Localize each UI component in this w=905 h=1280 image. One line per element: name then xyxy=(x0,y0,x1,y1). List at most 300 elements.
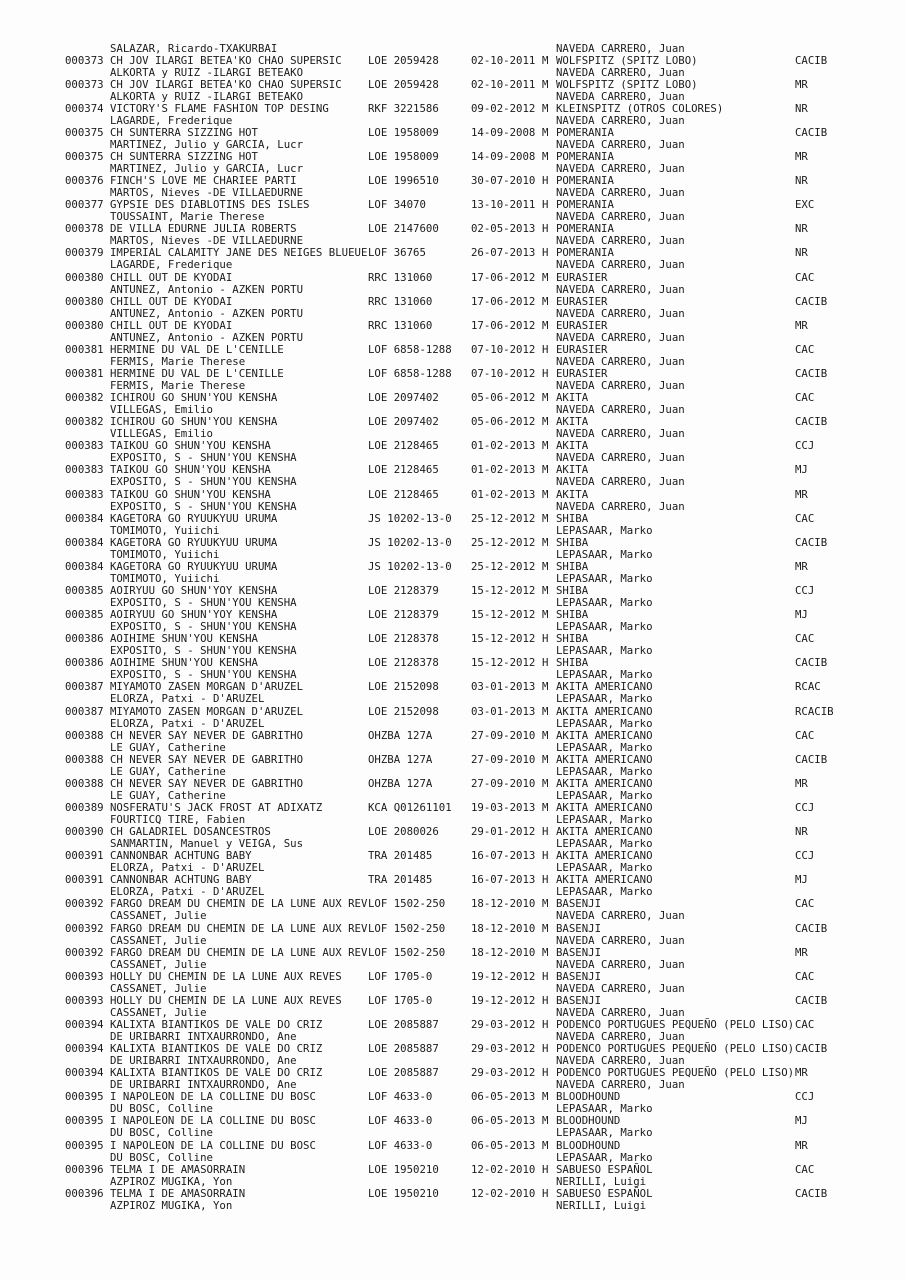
sex: M xyxy=(542,415,549,429)
entry-number: 000392 xyxy=(65,897,104,911)
entry-number: 000385 xyxy=(65,608,104,622)
breed-name: SABUESO ESPAÑOL xyxy=(556,1162,653,1176)
judge-name: LEPASAAR, Marko xyxy=(556,764,653,778)
sex: M xyxy=(542,897,549,911)
breed-name: EURASIER xyxy=(556,342,608,356)
entry-number: 000382 xyxy=(65,415,104,429)
owner-name: DU BOSC, Colline xyxy=(110,1150,213,1164)
owner-name: VILLEGAS, Emilio xyxy=(110,403,213,417)
award: MJ xyxy=(795,608,808,622)
sex: H xyxy=(542,969,549,983)
breed-name: AKITA xyxy=(556,391,589,405)
registration-number: LOE 2128465 xyxy=(368,439,439,453)
entry-number: 000388 xyxy=(65,752,104,766)
sex: M xyxy=(542,680,549,694)
registration-number: LOF 34070 xyxy=(368,198,426,212)
registration-number: KCA Q01261101 xyxy=(368,800,452,814)
sex: M xyxy=(542,149,549,163)
owner-name: EXPOSITO, S - SHUN'YOU KENSHA xyxy=(110,475,297,489)
birth-date: 18-12-2010 xyxy=(471,945,536,959)
breed-name: PODENCO PORTUGUES PEQUEÑO (PELO LISO) xyxy=(556,1042,795,1056)
breed-name: POMERANIA xyxy=(556,222,614,236)
sex: M xyxy=(542,1138,549,1152)
dog-name: AOIHIME SHUN'YOU KENSHA xyxy=(110,632,258,646)
table-line xyxy=(0,501,905,513)
dog-name: FARGO DREAM DU CHEMIN DE LA LUNE AUX REV xyxy=(110,921,368,935)
sex: M xyxy=(542,776,549,790)
owner-name: DE URIBARRI INTXAURRONDO, Ane xyxy=(110,1030,297,1043)
sex: M xyxy=(542,704,549,718)
breed-name: POMERANIA xyxy=(556,174,614,188)
judge-name: NAVEDA CARRERO, Juan xyxy=(556,113,685,127)
birth-date: 12-02-2010 xyxy=(471,1186,536,1200)
sex: M xyxy=(542,559,549,573)
birth-date: 01-02-2013 xyxy=(471,487,536,501)
award: CAC xyxy=(795,728,815,742)
award: CCJ xyxy=(795,583,815,597)
sex: M xyxy=(542,463,549,477)
owner-name: LAGARDE, Frederique xyxy=(110,258,233,272)
entry-number: 000394 xyxy=(65,1017,104,1031)
breed-name: POMERANIA xyxy=(556,198,614,212)
owner-name: EXPOSITO, S - SHUN'YOU KENSHA xyxy=(110,596,297,610)
table-line xyxy=(0,549,905,561)
dog-name: TELMA I DE AMASORRAIN xyxy=(110,1162,246,1176)
owner-name: CASSANET, Julie xyxy=(110,933,207,947)
owner-name: ELORZA, Patxi - D'ARUZEL xyxy=(110,885,265,899)
entry-number: 000387 xyxy=(65,680,104,694)
birth-date: 15-12-2012 xyxy=(471,632,536,646)
dog-name: KAGETORA GO RYUUKYUU URUMA xyxy=(110,511,278,525)
table-line xyxy=(0,67,905,79)
entry-number: 000391 xyxy=(65,849,104,863)
owner-name: EXPOSITO, S - SHUN'YOU KENSHA xyxy=(110,668,297,682)
registration-number: LOE 2152098 xyxy=(368,680,439,694)
table-line xyxy=(0,1164,905,1176)
breed-name: AKITA AMERICANO xyxy=(556,825,653,839)
dog-name: CANNONBAR ACHTUNG BABY xyxy=(110,849,252,863)
table-line xyxy=(0,1127,905,1139)
entry-number: 000386 xyxy=(65,632,104,646)
birth-date: 05-06-2012 xyxy=(471,391,536,405)
birth-date: 06-05-2013 xyxy=(471,1138,536,1152)
judge-name: NAVEDA CARRERO, Juan xyxy=(556,403,685,417)
entry-number: 000392 xyxy=(65,945,104,959)
registration-number: LOE 2085887 xyxy=(368,1042,439,1056)
birth-date: 18-12-2010 xyxy=(471,921,536,935)
award: CACIB xyxy=(795,752,828,766)
entry-number: 000378 xyxy=(65,222,104,236)
owner-name: EXPOSITO, S - SHUN'YOU KENSHA xyxy=(110,644,297,658)
sex: H xyxy=(542,246,549,260)
dog-name: CH GALADRIEL DOSANCESTROS xyxy=(110,825,271,839)
birth-date: 27-09-2010 xyxy=(471,752,536,766)
registration-number: LOE 1950210 xyxy=(368,1186,439,1200)
award: CACIB xyxy=(795,1042,828,1056)
owner-name: FERMIS, Marie Therese xyxy=(110,354,246,368)
breed-name: AKITA xyxy=(556,415,589,429)
registration-number: LOF 36765 xyxy=(368,246,426,260)
dog-name: CH JOV ILARGI BETEA'KO CHAO SUPERSIC xyxy=(110,77,342,91)
registration-number: LOE 2080026 xyxy=(368,825,439,839)
award: CACIB xyxy=(795,656,828,670)
sex: H xyxy=(542,825,549,839)
entry-number: 000384 xyxy=(65,535,104,549)
sex: M xyxy=(542,294,549,308)
breed-name: AKITA AMERICANO xyxy=(556,680,653,694)
registration-number: LOE 2097402 xyxy=(368,415,439,429)
judge-name: LEPASAAR, Marko xyxy=(556,837,653,851)
entry-number: 000396 xyxy=(65,1186,104,1200)
breed-name: SHIBA xyxy=(556,559,589,573)
dog-name: I NAPOLEON DE LA COLLINE DU BOSC xyxy=(110,1090,316,1104)
registration-number: OHZBA 127A xyxy=(368,776,433,790)
award: NR xyxy=(795,246,808,260)
table-line xyxy=(0,935,905,947)
entry-number: 000389 xyxy=(65,800,104,814)
owner-name: EXPOSITO, S - SHUN'YOU KENSHA xyxy=(110,451,297,465)
judge-name: LEPASAAR, Marko xyxy=(556,1150,653,1164)
registration-number: LOF 1705-0 xyxy=(368,969,433,983)
registration-number: RRC 131060 xyxy=(368,270,433,284)
dog-name: I NAPOLEON DE LA COLLINE DU BOSC xyxy=(110,1114,316,1128)
award: CAC xyxy=(795,511,815,525)
award: CAC xyxy=(795,1162,815,1176)
birth-date: 15-12-2012 xyxy=(471,608,536,622)
award: MR xyxy=(795,1138,808,1152)
dog-name: CH NEVER SAY NEVER DE GABRITHO xyxy=(110,752,304,766)
owner-name: AZPIROZ MUGIKA, Yon xyxy=(110,1198,233,1212)
award: CACIB xyxy=(795,535,828,549)
sex: M xyxy=(542,487,549,501)
breed-name: BLOODHOUND xyxy=(556,1090,621,1104)
sex: H xyxy=(542,1162,549,1176)
registration-number: LOE 2128378 xyxy=(368,632,439,646)
breed-name: AKITA AMERICANO xyxy=(556,728,653,742)
registration-number: LOE 2128465 xyxy=(368,487,439,501)
registration-number: RRC 131060 xyxy=(368,294,433,308)
birth-date: 19-12-2012 xyxy=(471,993,536,1007)
judge-name: LEPASAAR, Marko xyxy=(556,740,653,754)
registration-number: JS 10202-13-0 xyxy=(368,535,452,549)
sex: M xyxy=(542,53,549,67)
award: MR xyxy=(795,318,808,332)
sex: M xyxy=(542,77,549,91)
dog-name: DE VILLA EDURNE JULIA ROBERTS xyxy=(110,222,297,236)
dog-name: KALIXTA BIANTIKOS DE VALE DO CRIZ xyxy=(110,1017,323,1031)
judge-name: LEPASAAR, Marko xyxy=(556,620,653,634)
judge-name: LEPASAAR, Marko xyxy=(556,571,653,585)
owner-name: CASSANET, Julie xyxy=(110,957,207,971)
birth-date: 25-12-2012 xyxy=(471,535,536,549)
owner-name: TOMIMOTO, Yuiichi xyxy=(110,523,220,537)
birth-date: 09-02-2012 xyxy=(471,101,536,115)
sex: M xyxy=(542,945,549,959)
breed-name: SABUESO ESPAÑOL xyxy=(556,1186,653,1200)
award: NR xyxy=(795,222,808,236)
table-line xyxy=(0,1140,905,1152)
award: CACIB xyxy=(795,993,828,1007)
judge-name: NAVEDA CARRERO, Juan xyxy=(556,451,685,465)
birth-date: 25-12-2012 xyxy=(471,559,536,573)
award: MJ xyxy=(795,873,808,887)
registration-number: LOE 2097402 xyxy=(368,391,439,405)
registration-number: LOF 1502-250 xyxy=(368,945,446,959)
registration-number: LOE 2085887 xyxy=(368,1066,439,1080)
judge-name: LEPASAAR, Marko xyxy=(556,1102,653,1116)
breed-name: EURASIER xyxy=(556,366,608,380)
registration-number: LOE 1996510 xyxy=(368,174,439,188)
sex: M xyxy=(542,101,549,115)
judge-name: LEPASAAR, Marko xyxy=(556,716,653,730)
sex: M xyxy=(542,511,549,525)
table-line xyxy=(0,706,905,718)
sex: H xyxy=(542,849,549,863)
table-line xyxy=(0,947,905,959)
breed-name: SHIBA xyxy=(556,632,589,646)
breed-name: AKITA AMERICANO xyxy=(556,800,653,814)
owner-name: LE GUAY, Catherine xyxy=(110,764,226,778)
judge-name: NAVEDA CARRERO, Juan xyxy=(556,162,685,176)
dog-name: VICTORY'S FLAME FASHION TOP DESING xyxy=(110,101,329,115)
award: CACIB xyxy=(795,53,828,67)
registration-number: LOF 6858-1288 xyxy=(368,342,452,356)
entry-number: 000387 xyxy=(65,704,104,718)
breed-name: AKITA xyxy=(556,487,589,501)
judge-name: NAVEDA CARRERO, Juan xyxy=(556,258,685,272)
entry-number: 000377 xyxy=(65,198,104,212)
table-line xyxy=(0,43,905,55)
owner-name: ALKORTA y RUIZ -ILARGI BETEAKO xyxy=(110,65,304,79)
breed-name: BLOODHOUND xyxy=(556,1114,621,1128)
registration-number: TRA 201485 xyxy=(368,873,433,887)
award: CCJ xyxy=(795,849,815,863)
birth-date: 26-07-2013 xyxy=(471,246,536,260)
table-line xyxy=(0,754,905,766)
entry-number: 000396 xyxy=(65,1162,104,1176)
birth-date: 05-06-2012 xyxy=(471,415,536,429)
owner-name: ALKORTA y RUIZ -ILARGI BETEAKO xyxy=(110,89,304,103)
dog-name: FINCH'S LOVE ME CHARIEE PARTI xyxy=(110,174,297,188)
award: MR xyxy=(795,1066,808,1080)
judge-name: NAVEDA CARRERO, Juan xyxy=(556,210,685,224)
dog-name: GYPSIE DES DIABLOTINS DES ISLES xyxy=(110,198,310,212)
judge-name: LEPASAAR, Marko xyxy=(556,813,653,827)
award: MR xyxy=(795,77,808,91)
judge-name: NAVEDA CARRERO, Juan xyxy=(556,89,685,103)
birth-date: 30-07-2010 xyxy=(471,174,536,188)
breed-name: SHIBA xyxy=(556,511,589,525)
entry-number: 000383 xyxy=(65,439,104,453)
breed-name: KLEINSPITZ (OTROS COLORES) xyxy=(556,101,724,115)
judge-name: NAVEDA CARRERO, Juan xyxy=(556,186,685,200)
table-line xyxy=(0,923,905,935)
birth-date: 29-03-2012 xyxy=(471,1042,536,1056)
award: MR xyxy=(795,945,808,959)
table-line xyxy=(0,272,905,284)
sex: H xyxy=(542,1066,549,1080)
table-line xyxy=(0,742,905,754)
award: CACIB xyxy=(795,366,828,380)
table-line xyxy=(0,718,905,730)
award: NR xyxy=(795,101,808,115)
entry-number: 000391 xyxy=(65,873,104,887)
dog-name: AOIRYUU GO SHUN'YOY KENSHA xyxy=(110,583,278,597)
registration-number: LOE 1958009 xyxy=(368,125,439,139)
table-line xyxy=(0,513,905,525)
sex: H xyxy=(542,632,549,646)
registration-number: JS 10202-13-0 xyxy=(368,559,452,573)
award: CCJ xyxy=(795,1090,815,1104)
entry-number: 000392 xyxy=(65,921,104,935)
owner-name: ELORZA, Patxi - D'ARUZEL xyxy=(110,861,265,875)
dog-name: CHILL OUT DE KYODAI xyxy=(110,318,233,332)
birth-date: 06-05-2013 xyxy=(471,1114,536,1128)
entry-number: 000380 xyxy=(65,318,104,332)
award: NR xyxy=(795,825,808,839)
sex: H xyxy=(542,1186,549,1200)
owner-name: CASSANET, Julie xyxy=(110,909,207,923)
registration-number: LOF 1502-250 xyxy=(368,921,446,935)
breed-name: PODENCO PORTUGUES PEQUEÑO (PELO LISO) xyxy=(556,1017,795,1031)
judge-name: NAVEDA CARRERO, Juan xyxy=(556,41,685,55)
entry-number: 000382 xyxy=(65,391,104,405)
judge-name: NAVEDA CARRERO, Juan xyxy=(556,933,685,947)
entry-number: 000386 xyxy=(65,656,104,670)
sex: M xyxy=(542,608,549,622)
dog-name: MIYAMOTO ZASEN MORGAN D'ARUZEL xyxy=(110,680,304,694)
judge-name: NAVEDA CARRERO, Juan xyxy=(556,475,685,489)
judge-name: NAVEDA CARRERO, Juan xyxy=(556,330,685,344)
award: MR xyxy=(795,559,808,573)
dog-name: TELMA I DE AMASORRAIN xyxy=(110,1186,246,1200)
owner-name: MARTOS, Nieves -DE VILLAEDURNE xyxy=(110,186,304,200)
table-line xyxy=(0,730,905,742)
owner-name: TOUSSAINT, Marie Therese xyxy=(110,210,265,224)
table-line xyxy=(0,308,905,320)
sex: H xyxy=(542,222,549,236)
table-line xyxy=(0,320,905,332)
sex: M xyxy=(542,752,549,766)
registration-number: LOF 4633-0 xyxy=(368,1090,433,1104)
birth-date: 19-12-2012 xyxy=(471,969,536,983)
judge-name: NAVEDA CARRERO, Juan xyxy=(556,499,685,513)
dog-name: I NAPOLEON DE LA COLLINE DU BOSC xyxy=(110,1138,316,1152)
award: MR xyxy=(795,149,808,163)
birth-date: 29-03-2012 xyxy=(471,1066,536,1080)
entry-number: 000388 xyxy=(65,728,104,742)
registration-number: LOE 2152098 xyxy=(368,704,439,718)
breed-name: BASENJI xyxy=(556,945,602,959)
owner-name: LE GUAY, Catherine xyxy=(110,788,226,802)
award: EXC xyxy=(795,198,815,212)
entry-number: 000375 xyxy=(65,149,104,163)
table-line xyxy=(0,259,905,271)
breed-name: BASENJI xyxy=(556,993,602,1007)
birth-date: 17-06-2012 xyxy=(471,318,536,332)
entry-number: 000390 xyxy=(65,825,104,839)
birth-date: 25-12-2012 xyxy=(471,511,536,525)
sex: H xyxy=(542,993,549,1007)
sex: M xyxy=(542,921,549,935)
judge-name: NAVEDA CARRERO, Juan xyxy=(556,1054,685,1068)
birth-date: 15-12-2012 xyxy=(471,656,536,670)
dog-name: AOIRYUU GO SHUN'YOY KENSHA xyxy=(110,608,278,622)
breed-name: EURASIER xyxy=(556,318,608,332)
award: MJ xyxy=(795,463,808,477)
breed-name: EURASIER xyxy=(556,294,608,308)
award: CACIB xyxy=(795,415,828,429)
breed-name: POMERANIA xyxy=(556,125,614,139)
birth-date: 17-06-2012 xyxy=(471,294,536,308)
sex: H xyxy=(542,174,549,188)
award: MR xyxy=(795,776,808,790)
birth-date: 03-01-2013 xyxy=(471,704,536,718)
table-line xyxy=(0,1188,905,1200)
award: CACIB xyxy=(795,125,828,139)
entry-number: 000395 xyxy=(65,1138,104,1152)
owner-name: SANMARTIN, Manuel y VEIGA, Sus xyxy=(110,837,304,851)
sex: H xyxy=(542,366,549,380)
breed-name: SHIBA xyxy=(556,608,589,622)
judge-name: NERILLI, Luigi xyxy=(556,1198,647,1212)
dog-name: HOLLY DU CHEMIN DE LA LUNE AUX REVES xyxy=(110,993,342,1007)
dog-name: KAGETORA GO RYUUKYUU URUMA xyxy=(110,535,278,549)
judge-name: NAVEDA CARRERO, Juan xyxy=(556,981,685,995)
sex: M xyxy=(542,728,549,742)
registration-number: LOE 2128379 xyxy=(368,608,439,622)
dog-name: HOLLY DU CHEMIN DE LA LUNE AUX REVES xyxy=(110,969,342,983)
table-line xyxy=(0,332,905,344)
sex: M xyxy=(542,1090,549,1104)
birth-date: 16-07-2013 xyxy=(471,849,536,863)
dog-name: NOSFERATU'S JACK FROST AT ADIXATZ xyxy=(110,800,323,814)
registration-number: LOF 4633-0 xyxy=(368,1138,433,1152)
judge-name: LEPASAAR, Marko xyxy=(556,885,653,899)
table-line xyxy=(0,55,905,67)
registration-number: OHZBA 127A xyxy=(368,728,433,742)
registration-number: LOF 1502-250 xyxy=(368,897,446,911)
dog-name: KAGETORA GO RYUUKYUU URUMA xyxy=(110,559,278,573)
owner-name: EXPOSITO, S - SHUN'YOU KENSHA xyxy=(110,499,297,513)
sex: M xyxy=(542,800,549,814)
registration-number: LOE 2059428 xyxy=(368,77,439,91)
entry-number: 000394 xyxy=(65,1042,104,1056)
dog-name: CH NEVER SAY NEVER DE GABRITHO xyxy=(110,728,304,742)
judge-name: LEPASAAR, Marko xyxy=(556,1126,653,1140)
table-line xyxy=(0,983,905,995)
award: CACIB xyxy=(795,1186,828,1200)
entry-number: 000384 xyxy=(65,559,104,573)
birth-date: 27-09-2010 xyxy=(471,728,536,742)
judge-name: NAVEDA CARRERO, Juan xyxy=(556,234,685,248)
owner-name: DU BOSC, Colline xyxy=(110,1126,213,1140)
breed-name: AKITA xyxy=(556,439,589,453)
birth-date: 29-03-2012 xyxy=(471,1017,536,1031)
dog-name: CHILL OUT DE KYODAI xyxy=(110,270,233,284)
judge-name: LEPASAAR, Marko xyxy=(556,692,653,706)
dog-name: MIYAMOTO ZASEN MORGAN D'ARUZEL xyxy=(110,704,304,718)
dog-name: ICHIROU GO SHUN'YOU KENSHA xyxy=(110,391,278,405)
dog-name: CH SUNTERRA SIZZING HOT xyxy=(110,149,258,163)
award: CAC xyxy=(795,897,815,911)
birth-date: 07-10-2012 xyxy=(471,342,536,356)
sex: M xyxy=(542,125,549,139)
dog-name: TAIKOU GO SHUN'YOU KENSHA xyxy=(110,439,271,453)
breed-name: SHIBA xyxy=(556,535,589,549)
judge-name: LEPASAAR, Marko xyxy=(556,668,653,682)
birth-date: 07-10-2012 xyxy=(471,366,536,380)
